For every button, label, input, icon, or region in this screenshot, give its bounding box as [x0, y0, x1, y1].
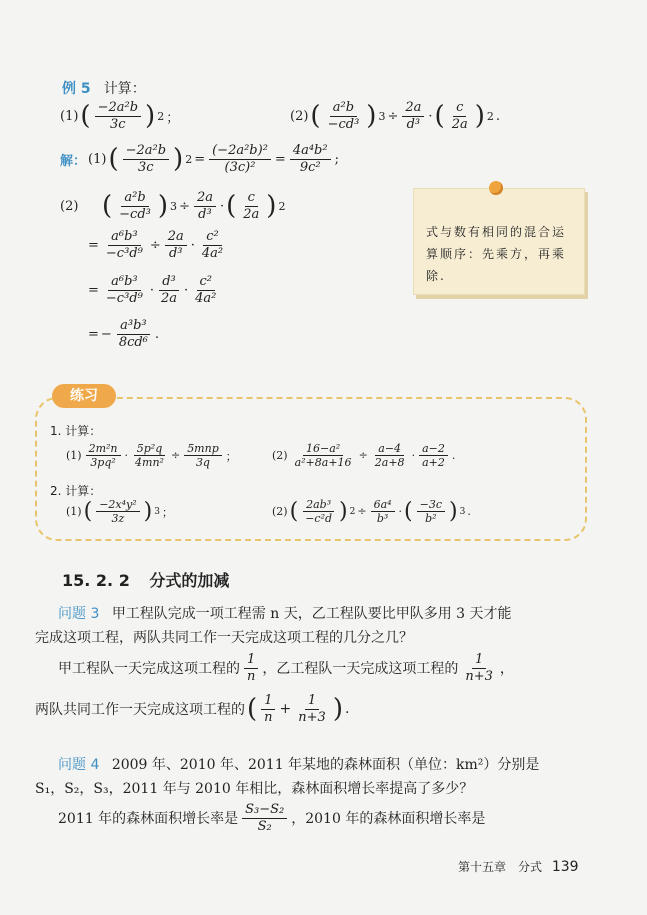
fraction: $\frac{\text{−2a²b}}{3c}$: [123, 143, 169, 175]
part-label: (2): [272, 449, 288, 463]
fraction: $\frac{\text{a²b}}{\text{−cd³}}$: [119, 190, 151, 222]
fraction: $\frac{\text{16−a²}}{\text{a²+8a+16}}$: [294, 442, 352, 470]
part-label: (2): [272, 505, 288, 519]
punct: .: [451, 449, 456, 463]
punct: .: [344, 701, 350, 718]
exponent: 2: [278, 199, 286, 213]
part-label: (1): [66, 505, 82, 519]
practice-tag: 练习: [52, 384, 116, 408]
pin-icon: [489, 181, 503, 195]
punct: ；: [161, 505, 173, 519]
page-footer: [458, 858, 579, 875]
divide-sign: ÷: [357, 505, 367, 519]
part-label: (1): [66, 449, 82, 463]
part-label: (1): [88, 151, 107, 167]
fraction: $\frac{\text{c²}}{\text{4a²}}$: [195, 274, 217, 306]
times-dot: ·: [149, 282, 154, 298]
exponent: 2: [185, 152, 193, 166]
fraction: $\frac{a-2}{a+2}$: [419, 442, 448, 469]
paren-open: (: [289, 499, 299, 525]
paren-close: ): [332, 694, 343, 725]
punct: .: [495, 108, 501, 124]
solution-2-line-3: [88, 274, 221, 306]
part-label: (2): [60, 198, 79, 214]
fraction: $\frac{a-4}{2a+8}$: [374, 442, 405, 470]
divide-sign: ÷: [387, 108, 399, 124]
fraction: $\frac{\text{(−2a²b)²}}{\text{(3c)²}}$: [209, 143, 271, 175]
solution-2-line-4: [88, 318, 159, 350]
fraction: $\frac{\text{c²}}{\text{4a²}}$: [201, 229, 224, 261]
exponent: 2: [157, 109, 165, 123]
answer-text: 2011 年的森林面积增长率是: [58, 811, 239, 828]
answer-text: 甲工程队一天完成这项工程的: [58, 661, 240, 678]
note-card: [413, 188, 585, 295]
equals-sign: =: [194, 151, 206, 167]
problem-3-answer-1: [58, 652, 514, 684]
problem-label: 问题 4: [58, 757, 100, 773]
equals-sign: =: [88, 326, 99, 342]
divide-sign: ÷: [179, 198, 190, 214]
paren-close: ): [339, 499, 348, 525]
practice-q1-2: [272, 442, 455, 469]
problem-4-line-2: S₁，S₂，S₃，2011 年与 2010 年相比，森林面积增长率提高了多少？: [35, 781, 474, 797]
fraction: $\frac{\text{a³b³}}{\text{8cd⁶}}$: [118, 318, 148, 350]
problem-3-line-2: 完成这项工程，两队共同工作一天完成这项工程的几分之几？: [35, 630, 413, 646]
example-part-2: [290, 100, 500, 132]
punct: ；: [166, 110, 180, 126]
punct: ，: [499, 661, 514, 678]
practice-q1-1: [66, 442, 237, 469]
times-dot: ·: [398, 505, 403, 519]
fraction: $\frac{1}{n+3}$: [465, 652, 493, 684]
fraction: $\frac{\text{a⁶b³}}{\text{−c³d⁹}}$: [105, 274, 143, 306]
chapter-label: 第十五章 分式: [458, 860, 543, 874]
note-text: 式与数有相同的混合运算顺序：先乘方，再乘除.: [426, 225, 567, 283]
fraction: $\frac{1}{n+3}$: [298, 693, 326, 725]
paren-close: ): [173, 144, 184, 175]
answer-text: ，2010 年的森林面积增长率是: [291, 811, 486, 828]
problem-4-answer: [58, 802, 485, 834]
practice-q2-title: 2. 计算：: [50, 484, 102, 498]
divide-sign: ÷: [170, 449, 181, 463]
fraction: $\frac{2a}{\text{d³}}$: [165, 229, 187, 261]
exponent: 3: [170, 199, 178, 213]
times-dot: ·: [428, 108, 433, 124]
paren-close: ): [449, 499, 458, 525]
paren-open: (: [226, 191, 237, 222]
example-label: 例 5: [62, 81, 91, 97]
punct: ;: [334, 151, 339, 167]
times-dot: ·: [124, 449, 129, 463]
example-title: 计算：: [103, 81, 146, 97]
fraction: $\frac{\text{−2a²b}}{3c}$: [95, 100, 141, 132]
answer-text: ，乙工程队一天完成这项工程的: [262, 661, 459, 678]
section-number: 15. 2. 2: [62, 571, 130, 590]
divide-sign: ÷: [358, 449, 368, 463]
paren-open: (: [108, 144, 119, 175]
problem-3-line-1: [58, 603, 512, 623]
plus-sign: +: [279, 701, 292, 718]
punct: .: [467, 505, 471, 519]
minus-sign: −: [100, 326, 112, 342]
punct: ；: [225, 449, 237, 463]
equals-sign: =: [274, 151, 286, 167]
divide-sign: ÷: [149, 237, 161, 253]
fraction: $\frac{\text{4a⁴b²}}{\text{9c²}}$: [290, 143, 331, 175]
page-number: 139: [551, 859, 579, 875]
paren-close: ): [145, 101, 156, 132]
fraction: $\frac{\text{6a⁴}}{\text{b³}}$: [371, 498, 395, 525]
paren-open: (: [80, 101, 91, 132]
solution-2-line-1: [60, 190, 285, 222]
fraction: $\frac{\text{5p²q}}{\text{4mn²}}$: [135, 442, 164, 470]
paren-open: (: [310, 101, 321, 132]
problem-text: 甲工程队完成一项工程需 n 天，乙工程队要比甲队多用 3 天才能: [111, 606, 512, 622]
problem-4-line-1: [58, 754, 539, 774]
solution-2-line-2: [88, 229, 228, 261]
paren-close: ): [266, 191, 277, 222]
paren-close: ): [474, 101, 485, 132]
fraction: $\frac{\text{d³}}{2a}$: [160, 274, 177, 306]
times-dot: ·: [184, 282, 189, 298]
times-dot: ·: [219, 198, 225, 214]
times-dot: ·: [411, 449, 416, 463]
example-part-1: [60, 100, 179, 132]
fraction: $\frac{1}{n}$: [244, 652, 258, 684]
solution-label: 解：: [60, 153, 87, 169]
fraction: $\frac{2a}{\text{d³}}$: [402, 100, 424, 132]
paren-open: (: [102, 191, 113, 222]
fraction: $\frac{\text{2ab³}}{\text{−c²d}}$: [302, 498, 335, 525]
solution-part-1: [60, 143, 339, 175]
fraction: $\frac{c}{2a}$: [243, 190, 260, 222]
exponent: 2: [349, 506, 356, 517]
section-heading: [62, 568, 229, 591]
paren-open: (: [83, 499, 93, 525]
fraction: $\frac{\text{−2x⁴y²}}{3z}$: [96, 498, 139, 525]
equals-sign: =: [88, 237, 99, 253]
example-heading: [62, 78, 146, 98]
exponent: 3: [154, 506, 160, 517]
fraction: $\frac{\text{5mnp}}{3q}$: [184, 442, 222, 469]
paren-open: (: [404, 499, 413, 525]
paren-close: ): [157, 191, 169, 222]
equals-sign: =: [88, 282, 99, 298]
paren-open: (: [434, 101, 445, 132]
fraction: $\frac{1}{n}$: [261, 693, 275, 725]
exponent: 2: [486, 109, 494, 123]
practice-q1-title: 1. 计算：: [50, 424, 102, 438]
part-label: (1): [60, 108, 79, 124]
fraction: $\frac{\text{a⁶b³}}{\text{−c³d⁹}}$: [105, 229, 143, 261]
fraction: $\frac{2a}{\text{d³}}$: [194, 190, 216, 222]
paren-close: ): [366, 101, 377, 132]
fraction: $\frac{\text{2m²n}}{\text{3pq²}}$: [86, 442, 121, 469]
problem-text: 2009 年、2010 年、2011 年某地的森林面积（单位：km²）分别是: [111, 757, 540, 773]
fraction: $\frac{c}{2a}$: [451, 100, 468, 132]
answer-text: 两队共同工作一天完成这项工程的: [35, 702, 245, 719]
problem-label: 问题 3: [58, 606, 100, 622]
fraction: $\frac{\text{S₃−S₂}}{\text{S₂}}$: [242, 802, 287, 834]
exponent: 3: [459, 506, 466, 517]
punct: .: [154, 326, 160, 342]
paren-open: (: [247, 694, 258, 725]
fraction: $\frac{-3c}{\text{b²}}$: [417, 498, 445, 525]
times-dot: ·: [190, 237, 195, 253]
practice-q2-2: [272, 498, 471, 525]
section-title: 分式的加减: [149, 571, 230, 590]
fraction: $\frac{\text{a²b}}{\text{−cd³}}$: [327, 100, 360, 132]
practice-q2-1: [66, 498, 173, 525]
part-label: (2): [290, 108, 309, 124]
exponent: 3: [378, 109, 386, 123]
paren-close: ): [143, 499, 153, 525]
problem-3-answer-2: [35, 693, 349, 725]
